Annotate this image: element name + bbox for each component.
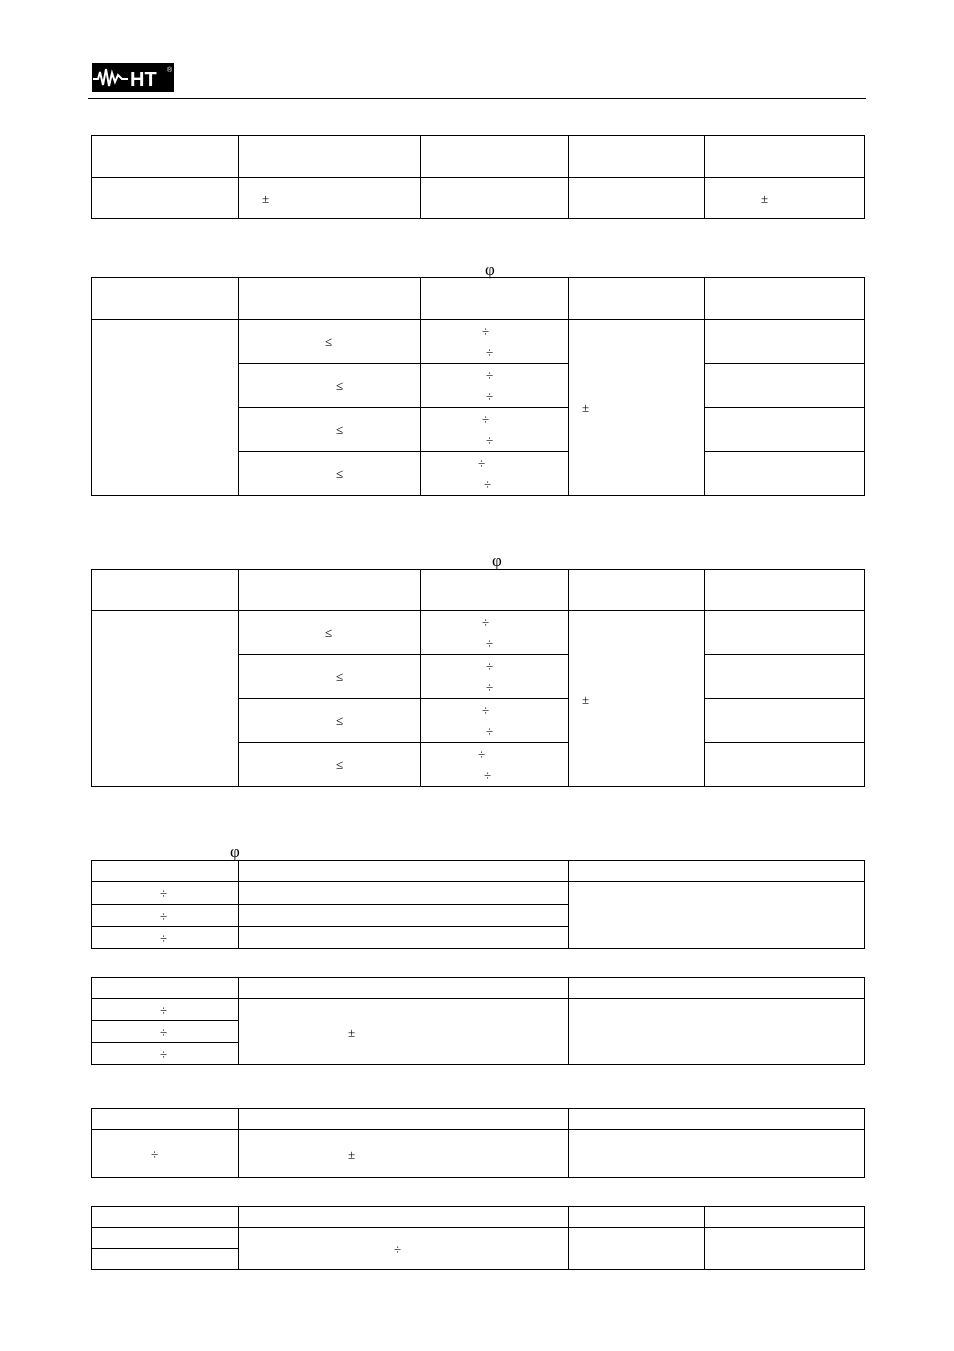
less-equal-symbol: ≤ xyxy=(336,713,344,728)
table-row xyxy=(92,278,865,320)
table-row xyxy=(92,978,865,999)
table-row xyxy=(92,882,865,905)
less-equal-symbol: ≤ xyxy=(336,669,344,684)
divide-symbol: ÷ xyxy=(482,703,490,718)
divide-symbol: ÷ xyxy=(478,747,486,762)
divide-symbol: ÷ xyxy=(394,1242,402,1257)
divide-symbol: ÷ xyxy=(478,456,486,471)
divide-symbol: ÷ xyxy=(486,636,494,651)
header-rule xyxy=(88,98,866,99)
divide-symbol: ÷ xyxy=(151,1147,159,1162)
divide-symbol: ÷ xyxy=(486,659,494,674)
table-row xyxy=(92,611,865,655)
table-4 xyxy=(91,860,865,949)
table-row xyxy=(92,178,865,219)
divide-symbol: ÷ xyxy=(160,886,168,901)
divide-symbol: ÷ xyxy=(160,931,168,946)
table-6 xyxy=(91,1108,865,1178)
table-5 xyxy=(91,977,865,1065)
table-1 xyxy=(91,135,865,219)
divide-symbol: ÷ xyxy=(160,909,168,924)
plus-minus-symbol: ± xyxy=(761,191,769,206)
phi-heading: φ xyxy=(230,842,240,861)
divide-symbol: ÷ xyxy=(160,1025,168,1040)
divide-symbol: ÷ xyxy=(482,412,490,427)
phi-heading: φ xyxy=(485,260,495,279)
table-row xyxy=(92,1130,865,1178)
table-row xyxy=(92,861,865,882)
divide-symbol: ÷ xyxy=(484,477,492,492)
less-equal-symbol: ≤ xyxy=(325,625,333,640)
table-2 xyxy=(91,277,865,496)
table-row xyxy=(92,1228,865,1249)
divide-symbol: ÷ xyxy=(486,368,494,383)
plus-minus-symbol: ± xyxy=(262,191,270,206)
less-equal-symbol: ≤ xyxy=(336,378,344,393)
plus-minus-symbol: ± xyxy=(348,1025,356,1040)
table-row xyxy=(92,570,865,611)
ht-logo xyxy=(92,63,174,92)
divide-symbol: ÷ xyxy=(486,724,494,739)
table-7 xyxy=(91,1206,865,1270)
table-3 xyxy=(91,569,865,787)
less-equal-symbol: ≤ xyxy=(325,334,333,349)
plus-minus-symbol: ± xyxy=(348,1147,356,1162)
divide-symbol: ÷ xyxy=(486,345,494,360)
divide-symbol: ÷ xyxy=(482,615,490,630)
divide-symbol: ÷ xyxy=(486,389,494,404)
table-row xyxy=(92,320,865,364)
logo-text: HT xyxy=(130,69,157,91)
less-equal-symbol: ≤ xyxy=(336,422,344,437)
divide-symbol: ÷ xyxy=(160,1047,168,1062)
logo-registered-mark: ® xyxy=(167,67,173,74)
table-row xyxy=(92,136,865,178)
divide-symbol: ÷ xyxy=(486,433,494,448)
table-row xyxy=(92,1109,865,1130)
table-row xyxy=(92,999,865,1021)
less-equal-symbol: ≤ xyxy=(336,757,344,772)
plus-minus-symbol: ± xyxy=(582,692,590,707)
table-row xyxy=(92,1207,865,1228)
plus-minus-symbol: ± xyxy=(582,400,590,415)
divide-symbol: ÷ xyxy=(486,680,494,695)
phi-heading: φ xyxy=(492,551,502,570)
less-equal-symbol: ≤ xyxy=(336,466,344,481)
divide-symbol: ÷ xyxy=(160,1003,168,1018)
divide-symbol: ÷ xyxy=(482,324,490,339)
divide-symbol: ÷ xyxy=(484,768,492,783)
